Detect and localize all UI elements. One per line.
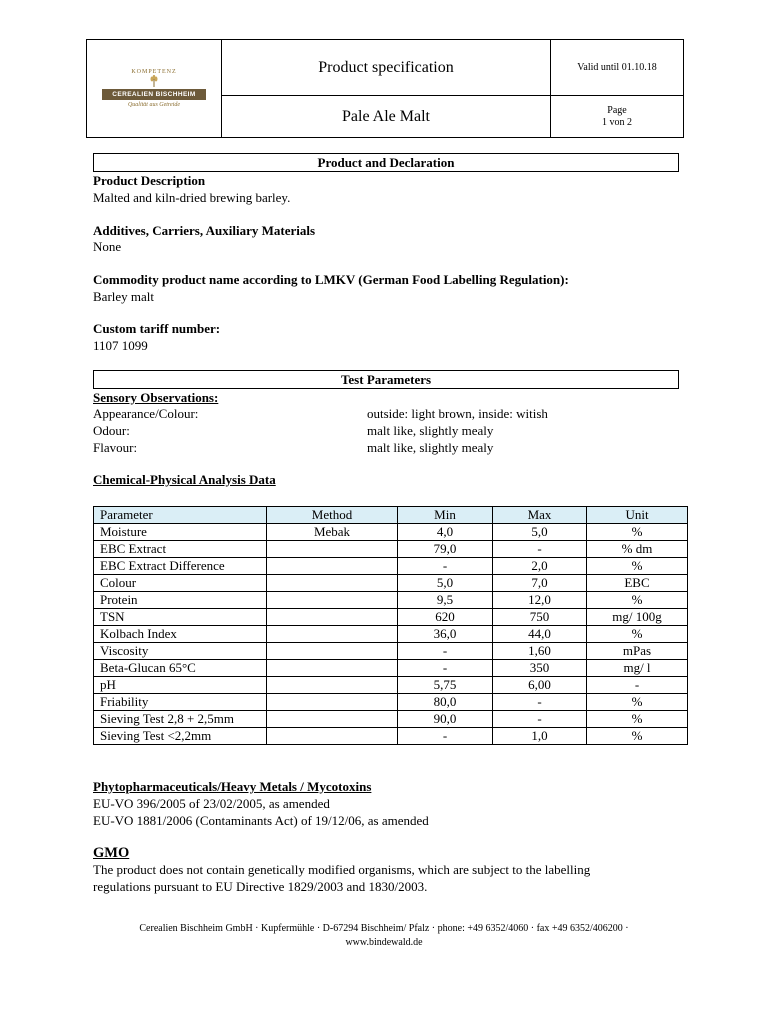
cell-min: 79,0 [398, 541, 493, 558]
cell-min: 90,0 [398, 711, 493, 728]
cell-unit: mg/ l [587, 660, 688, 677]
cell-min: 5,75 [398, 677, 493, 694]
cell-unit: mg/ 100g [587, 609, 688, 626]
table-row [94, 558, 688, 575]
table-row [94, 524, 688, 541]
gmo-heading: GMO [93, 845, 130, 861]
commodity-heading: Commodity product name according to LMKV (German Food Labelling Regulation): [93, 272, 569, 287]
table-row [94, 728, 688, 745]
col-header: Method [267, 507, 398, 524]
analysis-table-body [94, 524, 688, 745]
col-header: Max [493, 507, 587, 524]
gmo-line: regulations pursuant to EU Directive 1829/2003 and 1830/2003. [93, 879, 428, 894]
cell-min: 80,0 [398, 694, 493, 711]
cell-parameter: Sieving Test <2,2mm [94, 728, 267, 745]
cell-method [267, 677, 398, 694]
cell-parameter: pH [94, 677, 267, 694]
page-label: Page [607, 104, 627, 116]
cell-min: - [398, 660, 493, 677]
commodity-text: Barley malt [93, 289, 155, 304]
cell-parameter: Protein [94, 592, 267, 609]
sensory-label: Appearance/Colour: [93, 406, 199, 421]
cell-unit: % [587, 524, 688, 541]
cell-method [267, 609, 398, 626]
table-row [94, 592, 688, 609]
cell-min: - [398, 643, 493, 660]
cell-parameter: TSN [94, 609, 267, 626]
cell-max: 7,0 [493, 575, 587, 592]
table-row [94, 660, 688, 677]
logo-cell [87, 40, 222, 138]
cell-min: 620 [398, 609, 493, 626]
col-header: Parameter [94, 507, 267, 524]
cell-max: - [493, 711, 587, 728]
section-title-product-declaration: Product and Declaration [93, 153, 679, 172]
page-value: 1 von 2 [602, 116, 632, 128]
cell-parameter: Sieving Test 2,8 + 2,5mm [94, 711, 267, 728]
cell-parameter: EBC Extract [94, 541, 267, 558]
phyto-line: EU-VO 1881/2006 (Contaminants Act) of 19/12/06, as amended [93, 813, 429, 828]
product-description-heading: Product Description [93, 173, 206, 188]
cell-unit: % [587, 558, 688, 575]
logo-brand: CEREALIEN BISCHHEIM [102, 89, 206, 100]
cell-parameter: Viscosity [94, 643, 267, 660]
cell-max: 2,0 [493, 558, 587, 575]
cell-unit: - [587, 677, 688, 694]
cell-min: 4,0 [398, 524, 493, 541]
footer [96, 922, 672, 950]
sensory-value: malt like, slightly mealy [367, 423, 494, 438]
header-table [86, 39, 684, 138]
product-description-text: Malted and kiln-dried brewing barley. [93, 190, 291, 205]
footer-address: Cerealien Bischheim GmbH · Kupfermühle · D-67294 Bischheim/ Pfalz · phone: +49 6352/4060 · fax +49 6352/406200 · [139, 923, 629, 934]
cell-max: - [493, 541, 587, 558]
table-row [94, 643, 688, 660]
tariff-heading: Custom tariff number: [93, 321, 221, 336]
cell-min: 9,5 [398, 592, 493, 609]
logo-top-text: KOMPETENZ [131, 69, 177, 75]
cell-parameter: Beta-Glucan 65°C [94, 660, 267, 677]
tariff-text: 1107 1099 [93, 338, 148, 353]
cell-unit: % [587, 711, 688, 728]
cell-method [267, 592, 398, 609]
gmo-line: The product does not contain genetically modified organisms, which are subject to the labelling [93, 862, 591, 877]
table-row [94, 677, 688, 694]
table-row [94, 575, 688, 592]
cell-parameter: EBC Extract Difference [94, 558, 267, 575]
chem-heading: Chemical-Physical Analysis Data [93, 472, 276, 487]
company-logo [102, 69, 206, 108]
logo-tagline: Qualität aus Getreide [127, 102, 181, 108]
sensory-value: malt like, slightly mealy [367, 440, 494, 455]
cell-method [267, 660, 398, 677]
doc-type: Product specification [222, 40, 551, 96]
page-cell [551, 96, 684, 138]
cell-unit: % [587, 626, 688, 643]
cell-parameter: Moisture [94, 524, 267, 541]
cell-min: - [398, 728, 493, 745]
cell-max: 1,60 [493, 643, 587, 660]
cell-max: 5,0 [493, 524, 587, 541]
sensory-label: Odour: [93, 423, 130, 438]
table-row [94, 711, 688, 728]
cell-method [267, 711, 398, 728]
cell-parameter: Kolbach Index [94, 626, 267, 643]
col-header: Unit [587, 507, 688, 524]
sensory-heading: Sensory Observations: [93, 390, 219, 405]
cell-min: 5,0 [398, 575, 493, 592]
cell-method [267, 626, 398, 643]
cell-unit: % [587, 592, 688, 609]
phyto-line: EU-VO 396/2005 of 23/02/2005, as amended [93, 796, 330, 811]
table-row [94, 609, 688, 626]
cell-max: 12,0 [493, 592, 587, 609]
analysis-table [93, 506, 688, 745]
cell-parameter: Colour [94, 575, 267, 592]
cell-max: 1,0 [493, 728, 587, 745]
cell-unit: mPas [587, 643, 688, 660]
additives-text: None [93, 239, 122, 254]
cell-unit: EBC [587, 575, 688, 592]
footer-website: www.bindewald.de [345, 937, 423, 948]
cell-method [267, 643, 398, 660]
cell-method [267, 541, 398, 558]
table-row [94, 541, 688, 558]
cell-method [267, 575, 398, 592]
col-header: Min [398, 507, 493, 524]
cell-parameter: Friability [94, 694, 267, 711]
sensory-label: Flavour: [93, 440, 138, 455]
table-row [94, 626, 688, 643]
cell-unit: % [587, 694, 688, 711]
cell-method [267, 694, 398, 711]
cell-min: - [398, 558, 493, 575]
cell-min: 36,0 [398, 626, 493, 643]
cell-method: Mebak [267, 524, 398, 541]
cell-unit: % dm [587, 541, 688, 558]
cell-method [267, 558, 398, 575]
table-row [94, 694, 688, 711]
section-title-test-parameters: Test Parameters [93, 370, 679, 389]
cell-max: 750 [493, 609, 587, 626]
cell-method [267, 728, 398, 745]
valid-until: Valid until 01.10.18 [551, 40, 684, 96]
cell-unit: % [587, 728, 688, 745]
cell-max: 350 [493, 660, 587, 677]
additives-heading: Additives, Carriers, Auxiliary Materials [93, 223, 316, 238]
phyto-heading: Phytopharmaceuticals/Heavy Metals / Mycotoxins [93, 779, 372, 794]
wheat-icon [146, 75, 162, 87]
product-name: Pale Ale Malt [222, 96, 551, 138]
table-header-row [94, 507, 688, 524]
cell-max: - [493, 694, 587, 711]
sensory-value: outside: light brown, inside: witish [367, 406, 548, 421]
cell-max: 44,0 [493, 626, 587, 643]
cell-max: 6,00 [493, 677, 587, 694]
